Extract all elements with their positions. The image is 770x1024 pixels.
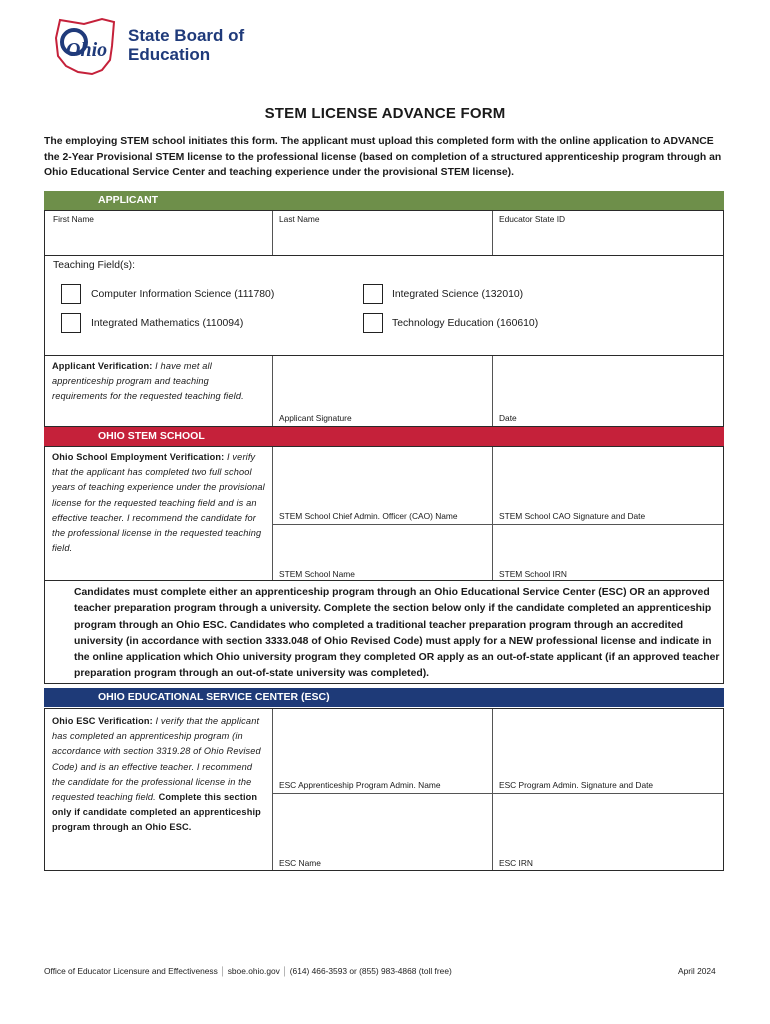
- field-integrated-science: Integrated Science (132010): [392, 289, 524, 300]
- esc-notice-text: Candidates must complete either an apprenticeship program through an Ohio Educational Service Center (ESC) OR an approved teacher preparation program through a university. Complete the section below only if the candidate completed an apprenticeship program through an Ohio ESC. Candidates who completed a traditional teacher preparation program through an accredited university (in accordance with section 3333.048 of Ohio Revised Code) must apply for a NEW professional license and indicate in the online application which Ohio university program they completed OR apply as an out-of-state applicant (if an approved teacher preparation program through an out-of-state university was completed).: [74, 587, 720, 680]
- esc-section-header: OHIO EDUCATIONAL SERVICE CENTER (ESC): [44, 688, 724, 707]
- checkbox-computer-information-science[interactable]: [61, 284, 81, 304]
- org-name-line2: Education: [128, 45, 211, 64]
- cao-signature-label: STEM School CAO Signature and Date: [499, 511, 646, 521]
- form-title: STEM LICENSE ADVANCE FORM: [264, 105, 506, 122]
- footer-website-link[interactable]: sboe.ohio.gov: [227, 966, 280, 976]
- school-irn-field[interactable]: [493, 525, 723, 567]
- educator-id-label: Educator State ID: [499, 214, 566, 224]
- checkbox-technology-education[interactable]: [363, 313, 383, 333]
- esc-verification-text: Ohio ESC Verification: I verify that the applicant has completed an apprenticeship program (in accordance with section 3319.28 of Ohio Revised Code) and is an effective teacher. I recommend the candidate for the professional license in the requested teaching field. Complete this section only if candidate completed an apprenticeship program through an Ohio ESC.: [52, 716, 261, 833]
- esc-admin-name-field[interactable]: [273, 709, 492, 777]
- esc-irn-field[interactable]: [493, 794, 723, 854]
- cao-name-field[interactable]: [273, 447, 492, 509]
- teaching-fields-box: [44, 255, 724, 356]
- school-irn-label: STEM School IRN: [499, 569, 567, 579]
- applicant-date-label: Date: [499, 413, 517, 423]
- educator-id-field[interactable]: [493, 223, 723, 255]
- applicant-section-header: APPLICANT: [44, 191, 724, 210]
- checkbox-integrated-mathematics[interactable]: [61, 313, 81, 333]
- school-name-label: STEM School Name: [279, 569, 355, 579]
- footer-contact: Office of Educator Licensure and Effectiveness │ sboe.ohio.gov │ (614) 466-3593 or (855) 983-4868 (toll free): [44, 966, 452, 976]
- applicant-signature-label: Applicant Signature: [279, 413, 352, 423]
- applicant-verification-row: [44, 355, 724, 427]
- esc-name-field[interactable]: [273, 794, 492, 854]
- esc-name-label: ESC Name: [279, 858, 321, 868]
- esc-admin-signature-label: ESC Program Admin. Signature and Date: [499, 780, 654, 790]
- footer-office: Office of Educator Licensure and Effectiveness: [44, 966, 218, 976]
- logo-ohio-word: Ohio: [66, 39, 108, 61]
- school-name-field[interactable]: [273, 525, 492, 567]
- esc-box: [44, 708, 724, 871]
- school-verification-text: Ohio School Employment Verification: I verify that the applicant has completed two full school years of teaching experience under the provisional license for the requested teaching field and is an effective teacher. I recommend the candidate for the professional license in the requested teaching field.: [52, 452, 265, 554]
- org-name-line1: State Board of: [128, 26, 245, 45]
- stem-school-section-header: OHIO STEM SCHOOL: [44, 427, 724, 446]
- applicant-name-row: [44, 210, 724, 256]
- esc-irn-label: ESC IRN: [499, 858, 533, 868]
- esc-admin-signature-field[interactable]: [493, 709, 723, 777]
- first-name-field[interactable]: [45, 223, 272, 255]
- esc-admin-name-label: ESC Apprenticeship Program Admin. Name: [279, 780, 441, 790]
- applicant-verification-text: Applicant Verification: I have met all apprenticeship program and teaching requirements for the requested teaching field.: [52, 361, 244, 402]
- last-name-label: Last Name: [279, 214, 320, 224]
- field-technology-education: Technology Education (160610): [392, 318, 539, 329]
- applicant-date-field[interactable]: [493, 356, 723, 412]
- ohio-state-outline-icon: [44, 16, 124, 78]
- field-integrated-mathematics: Integrated Mathematics (110094): [91, 318, 244, 329]
- first-name-label: First Name: [53, 214, 94, 224]
- last-name-field[interactable]: [273, 223, 492, 255]
- intro-paragraph: The employing STEM school initiates this form. The applicant must upload this completed form with the online application to ADVANCE the 2-Year Provisional STEM license to the professional license (based on completion of a structured apprenticeship program through an Ohio Educational Service Center and teaching experience under the provisional STEM license).: [44, 136, 722, 178]
- teaching-fields-label: Teaching Field(s):: [53, 260, 136, 271]
- footer-date: April 2024: [678, 966, 716, 976]
- checkbox-integrated-science[interactable]: [363, 284, 383, 304]
- applicant-signature-field[interactable]: [273, 356, 492, 412]
- cao-signature-field[interactable]: [493, 447, 723, 509]
- ohio-sboe-logo: [44, 16, 254, 76]
- field-computer-information-science: Computer Information Science (111780): [91, 289, 275, 300]
- stem-school-box: [44, 446, 724, 581]
- cao-name-label: STEM School Chief Admin. Officer (CAO) Name: [279, 511, 458, 521]
- footer-phone: (614) 466-3593 or (855) 983-4868 (toll free): [289, 966, 452, 976]
